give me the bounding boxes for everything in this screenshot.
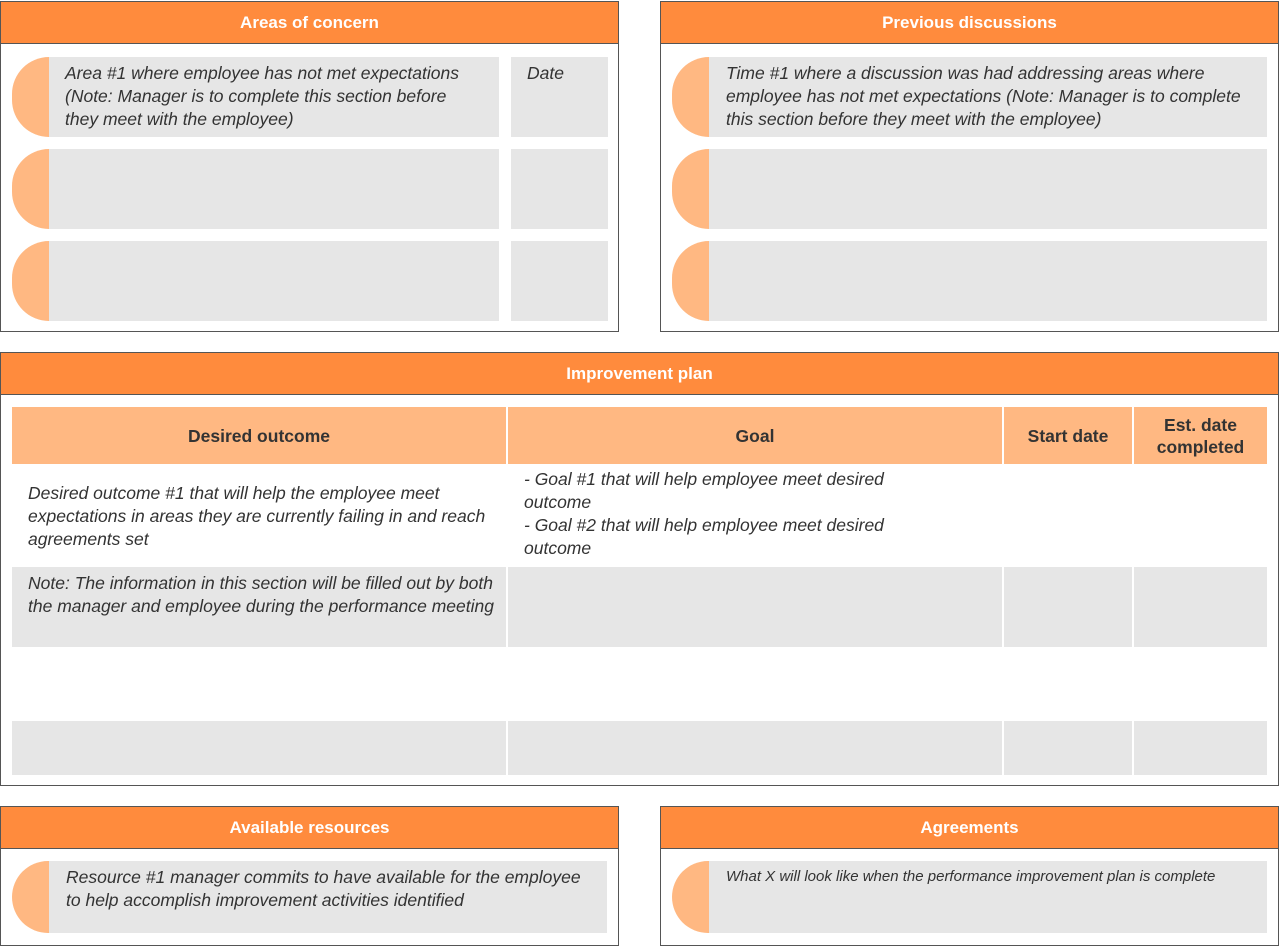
available-resources-panel [0,806,619,946]
concern-date-2[interactable] [511,149,608,229]
resource-1[interactable] [49,861,607,933]
header-start-date: Start date [1004,407,1132,464]
header-desired-outcome: Desired outcome [12,407,506,464]
agreement-1-text: What X will look like when the performance improvement plan is complete [726,868,1216,885]
discussion-tab-2 [672,149,709,229]
resource-1-text: Resource #1 manager commits to have available for the employee to help accomplish improvement activities identified [66,867,581,910]
row-2-start-cell[interactable] [1004,567,1132,647]
row-4-goal-cell[interactable] [508,721,1002,775]
header-goal: Goal [508,407,1002,464]
agreement-1[interactable] [709,861,1267,933]
available-resources-title: Available resources [1,807,618,849]
row-2-est-cell[interactable] [1134,567,1267,647]
agreements-title: Agreements [661,807,1278,849]
areas-of-concern-title: Areas of concern [1,2,618,44]
concern-area-3[interactable] [49,241,499,321]
discussion-tab-1 [672,57,709,137]
discussion-tab-3 [672,241,709,321]
desired-outcome-1[interactable]: Desired outcome #1 that will help the employee meet expectations in areas they are currently failing in and reach agreements set [28,483,486,549]
resource-tab-1 [12,861,49,933]
agreement-tab-1 [672,861,709,933]
concern-tab-1 [12,57,49,137]
concern-area-1-text: Area #1 where employee has not met expectations (Note: Manager is to complete this section before they meet with the employee) [65,63,459,129]
concern-tab-3 [12,241,49,321]
concern-area-2[interactable] [49,149,499,229]
agreements-panel [660,806,1279,946]
discussion-1-text: Time #1 where a discussion was had addressing areas where employee has not met expectations (Note: Manager is to complete this section before they meet with the employee) [726,63,1241,129]
row-2-goal-cell[interactable] [508,567,1002,647]
concern-tab-2 [12,149,49,229]
previous-discussions-title: Previous discussions [661,2,1278,44]
discussion-1[interactable] [709,57,1267,137]
discussion-3[interactable] [709,241,1267,321]
concern-area-1[interactable] [49,57,499,137]
plan-note: Note: The information in this section will be filled out by both the manager and employee during the performance meeting [28,573,494,616]
date-label: Date [527,63,564,83]
improvement-plan-panel [0,352,1279,786]
goal-2[interactable]: - Goal #2 that will help employee meet desired outcome [524,515,884,558]
row-4-start-cell[interactable] [1004,721,1132,775]
areas-of-concern-panel [0,1,619,332]
improvement-plan-title: Improvement plan [1,353,1278,395]
row-4-outcome-cell[interactable] [12,721,506,775]
goal-1[interactable]: - Goal #1 that will help employee meet desired outcome [524,469,884,512]
row-4-est-cell[interactable] [1134,721,1267,775]
header-est-date-completed: Est. date completed [1134,407,1267,464]
concern-date-3[interactable] [511,241,608,321]
discussion-2[interactable] [709,149,1267,229]
previous-discussions-panel [660,1,1279,332]
concern-date-1[interactable] [511,57,608,137]
